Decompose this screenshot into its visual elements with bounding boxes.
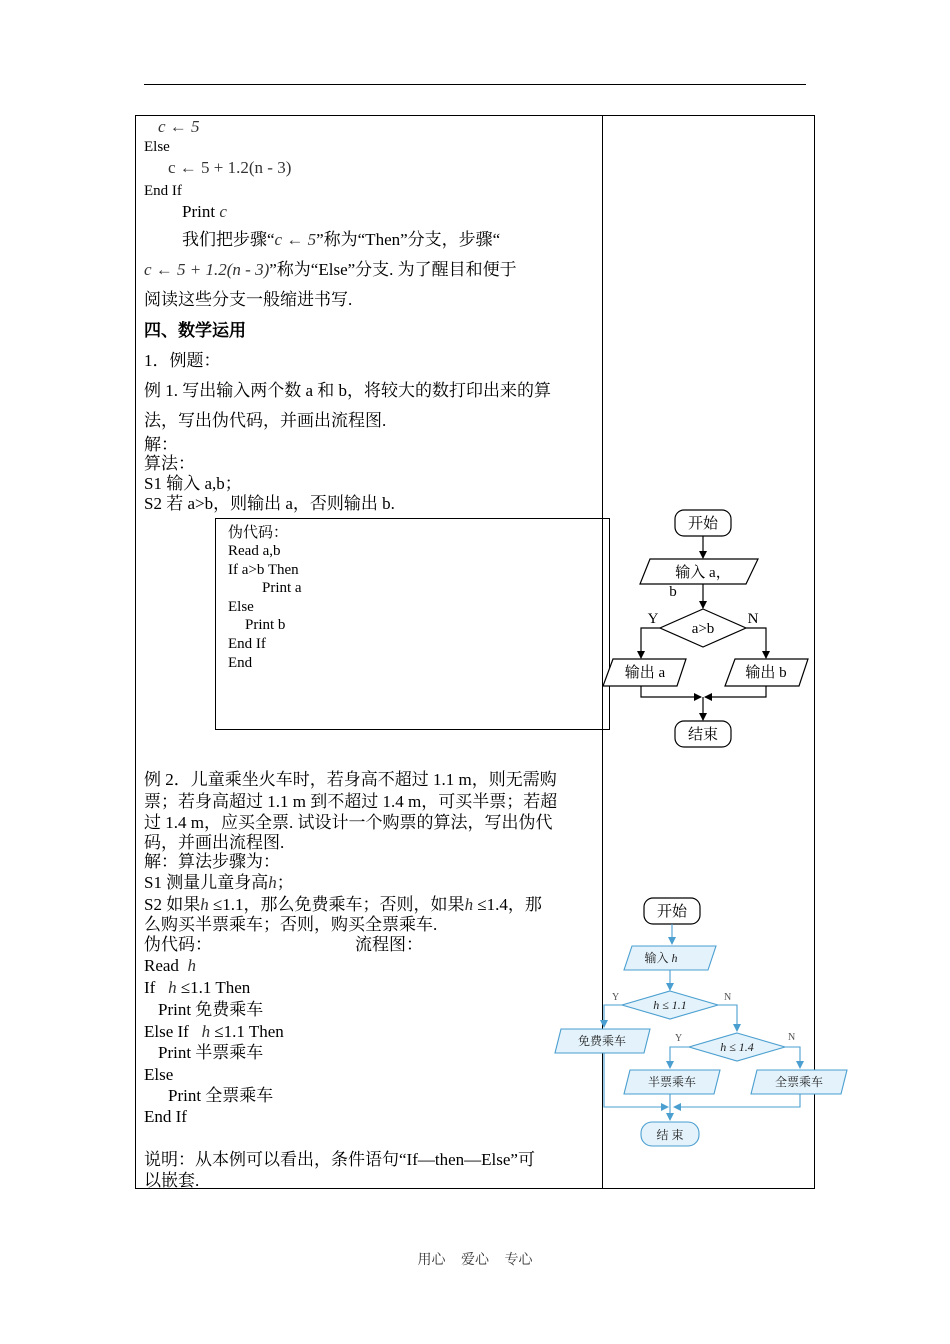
text-span: ”称为“Else”分支. 为了醒目和便于 — [269, 260, 517, 279]
example-heading: 1．例题： — [144, 351, 221, 370]
var-h: h — [464, 895, 474, 914]
var-h: h — [200, 895, 209, 914]
code2-if — [144, 978, 250, 998]
example2-line-1: 例 2．儿童乘坐火车时，若身高不超过 1.1 m，则无需购 — [144, 770, 557, 789]
code2-endif: End If — [144, 1107, 187, 1126]
pseudocode2-label: 伪代码： — [144, 935, 212, 954]
code2-elseif — [144, 1022, 284, 1042]
text-span: Read — [144, 956, 179, 975]
end2-label: 结 束 — [656, 1128, 684, 1142]
y-label-1: Y — [612, 992, 620, 1003]
example1-line-2: 法，写出伪代码，并画出流程图. — [144, 411, 387, 430]
section-heading: 四、数学运用 — [144, 321, 246, 340]
formula-span: c ← 5 — [274, 230, 317, 249]
example2-s1 — [144, 873, 294, 893]
example2-s2-cont: 么购买半票乘车；否则，购买全票乘车. — [144, 915, 438, 934]
no-label: N — [747, 611, 759, 627]
text-span: ≤1.1，那么免费乘车；否则，如果 — [208, 895, 465, 914]
var-h: h — [187, 956, 196, 975]
text-span: 我们把步骤“ — [182, 230, 275, 249]
code2-print-free: Print 免费乘车 — [158, 1000, 264, 1019]
var-h: h — [268, 873, 277, 892]
code2-print-full: Print 全票乘车 — [168, 1086, 274, 1105]
example2-line-4: 码，并画出流程图. — [144, 833, 285, 852]
algorithm-label: 算法： — [144, 454, 195, 473]
pseudocode-line: If a>b Then — [228, 562, 299, 578]
example2-solution: 解：算法步骤为： — [144, 852, 280, 871]
example1-line-1: 例 1. 写出输入两个数 a 和 b，将较大的数打印出来的算 — [144, 381, 552, 400]
pseudocode-line: Print a — [262, 580, 302, 596]
text-span: ”称为“Then”分支，步骤“ — [316, 230, 501, 249]
start-label: 开始 — [687, 516, 719, 532]
step-s2: S2 若 a>b，则输出 a，否则输出 b. — [144, 494, 395, 513]
end-label: 结束 — [687, 727, 719, 743]
pseudocode-title: 伪代码： — [228, 525, 289, 541]
input2-label: 输入 h — [644, 951, 678, 965]
step-s1: S1 输入 a,b； — [144, 474, 242, 493]
text-span: ≤1.4，那 — [473, 895, 542, 914]
text-span: Else If — [144, 1022, 189, 1041]
input-label-2: b — [669, 584, 677, 600]
code-line-endif: End If — [144, 183, 182, 199]
flowchart2-label: 流程图： — [355, 935, 423, 954]
yes-label: Y — [647, 611, 659, 627]
formula-span: c ← 5 + 1.2(n - 3) — [144, 260, 270, 279]
solution-label: 解： — [144, 435, 178, 454]
pseudocode-line: End — [228, 655, 253, 671]
half-ticket-label: 半票乘车 — [647, 1075, 697, 1089]
n-label-1: N — [724, 992, 732, 1003]
example2-line-2: 票；若身高超过 1.1 m 到不超过 1.4 m，可买半票；若超 — [144, 792, 558, 811]
code2-print-half: Print 半票乘车 — [158, 1043, 264, 1062]
footer-word: 爱心 — [461, 1253, 489, 1268]
example2-line-3: 过 1.4 m，应买全票. 试设计一个购票的算法，写出伪代 — [144, 813, 553, 832]
page-footer — [0, 1249, 950, 1269]
input-label: 输入 a， — [675, 565, 731, 581]
text-span: ≤1.1 Then — [180, 978, 251, 997]
var-h: h — [201, 1022, 211, 1041]
pseudocode-line: Else — [228, 599, 254, 615]
print-var: c — [219, 202, 227, 221]
footer-word: 专心 — [504, 1253, 533, 1268]
code2-read — [144, 956, 196, 976]
example2-s2 — [144, 895, 542, 915]
var-h: h — [168, 978, 177, 997]
text-span: S1 测量儿童身高 — [144, 873, 269, 892]
full-ticket-label: 全票乘车 — [774, 1075, 824, 1089]
code-line-else-branch: c ← 5 + 1.2(n - 3) — [168, 158, 292, 177]
code-line-then: c ← 5 — [158, 117, 200, 136]
print-keyword: Print — [182, 202, 216, 221]
decision-label: a>b — [691, 621, 715, 637]
pseudocode-line: Read a,b — [228, 543, 281, 559]
text-span: If — [144, 978, 156, 997]
code2-else: Else — [144, 1065, 174, 1084]
start2-label: 开始 — [656, 904, 688, 920]
output-b-label: 输出 b — [745, 665, 787, 681]
output-a-label: 输出 a — [624, 665, 666, 681]
decision2b-label: h ≤ 1.4 — [720, 1040, 754, 1054]
paragraph-line-3: 阅读这些分支一般缩进书写. — [144, 290, 353, 309]
note-line-2: 以嵌套. — [144, 1171, 200, 1190]
text-span: S2 如果 — [144, 895, 201, 914]
text-span: ； — [276, 873, 294, 892]
pseudocode-line: Print b — [245, 617, 286, 633]
pseudocode-line: End If — [228, 636, 266, 652]
text-span: ≤1.1 Then — [214, 1022, 284, 1041]
y-label-2: Y — [675, 1033, 683, 1044]
code-line-else: Else — [144, 139, 170, 155]
n-label-2: N — [788, 1032, 796, 1043]
note-line-1: 说明：从本例可以看出，条件语句“If—then—Else”可 — [144, 1150, 535, 1169]
decision2a-label: h ≤ 1.1 — [653, 998, 687, 1012]
footer-word: 用心 — [417, 1253, 446, 1268]
free-ride-label: 免费乘车 — [577, 1034, 627, 1048]
